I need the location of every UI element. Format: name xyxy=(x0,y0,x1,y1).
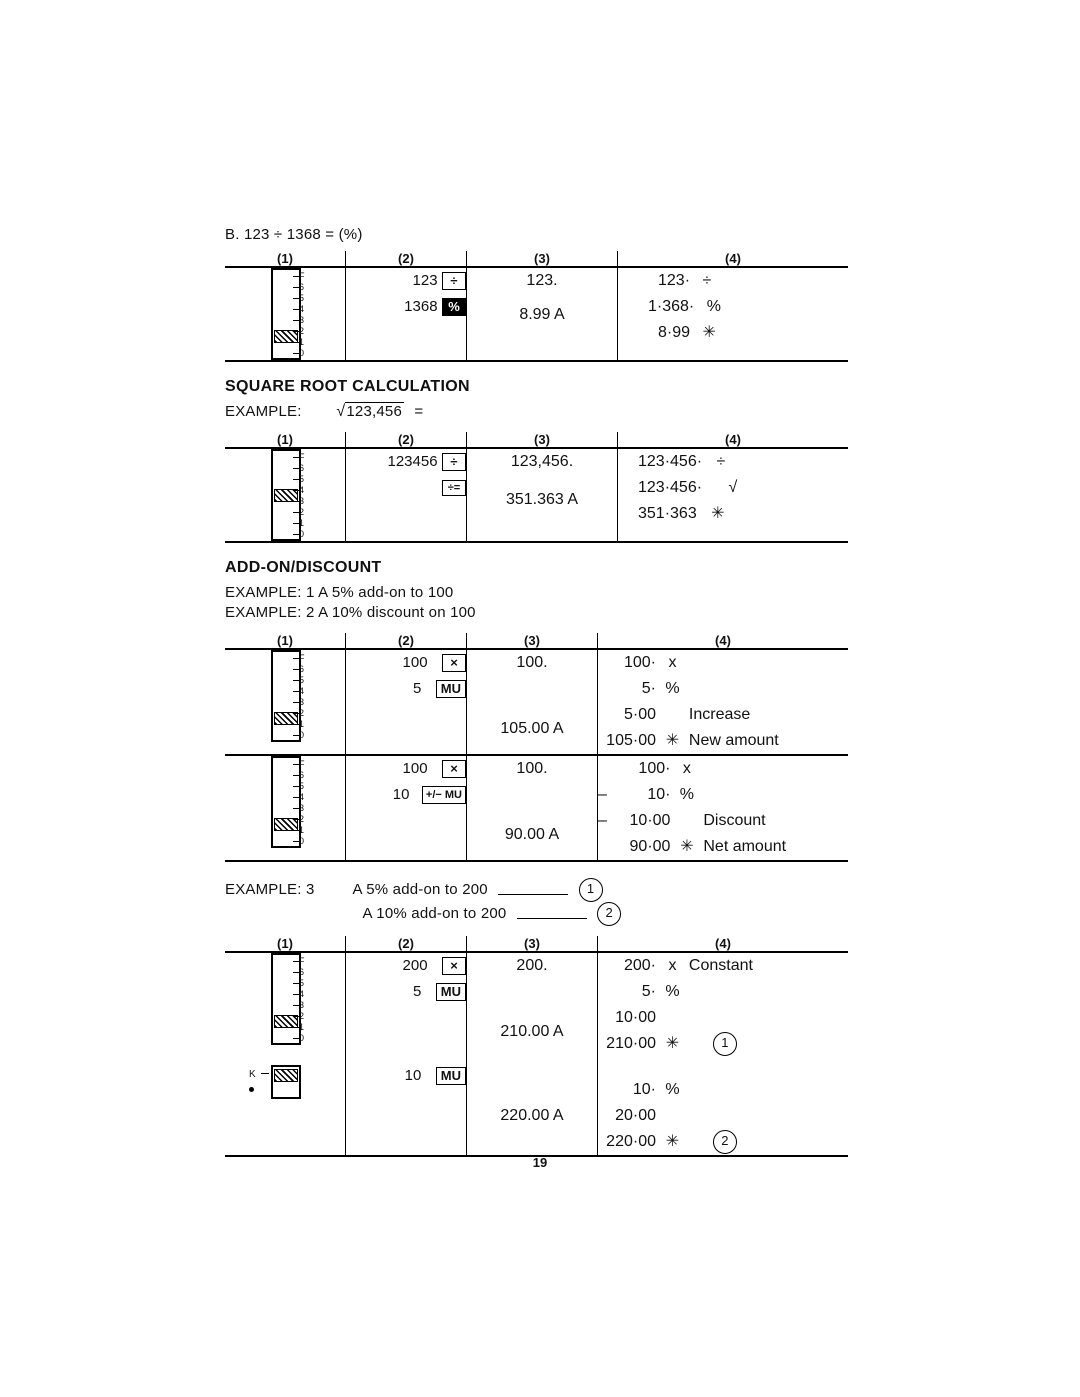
switch-tick: 3 xyxy=(299,496,305,506)
keystroke-number: 123456 xyxy=(387,453,438,470)
add-on-example-1: EXAMPLE: 1 A 5% add-on to 100 xyxy=(225,584,454,601)
display-spacer xyxy=(467,676,597,716)
display-spacer xyxy=(467,782,597,822)
switch-tick: F xyxy=(299,271,305,281)
col-header-1: (1) xyxy=(277,432,293,447)
percent-key: % xyxy=(442,298,466,316)
printout-cell xyxy=(618,448,849,542)
col-header-3: (3) xyxy=(467,432,618,448)
switch-tick: 4 xyxy=(299,792,305,802)
printout-cell xyxy=(598,649,849,755)
printout-symbol: ÷ xyxy=(716,453,726,470)
keystroke-line xyxy=(346,449,466,475)
switch-cell xyxy=(225,267,346,361)
switch-tick: 2 xyxy=(299,708,305,718)
switch-tick: 1 xyxy=(299,518,305,528)
keystroke-number: 5 xyxy=(412,680,422,697)
switch-tick: 6 xyxy=(299,664,305,674)
switch-tick: 0 xyxy=(299,836,305,846)
constant-switch-dot xyxy=(249,1087,254,1092)
printout-value: 10·00 xyxy=(629,812,671,829)
switch-tick: F xyxy=(299,956,305,966)
square-root-example-line xyxy=(225,402,845,422)
keystroke-number: 100 xyxy=(402,654,428,671)
switch-tick: 0 xyxy=(299,529,305,539)
printout-symbol: % xyxy=(665,983,680,1000)
printout-line xyxy=(598,1031,848,1057)
table-row xyxy=(225,755,848,861)
multiply-key: × xyxy=(442,760,466,778)
printout-line xyxy=(618,320,848,346)
example3-label: EXAMPLE: 3 xyxy=(225,880,315,898)
display-spacer xyxy=(467,1045,597,1103)
col-header-2: (2) xyxy=(346,936,467,952)
display-line: 8.99 A xyxy=(519,306,565,323)
switch-tick: 5 xyxy=(299,978,305,988)
mode-switch-graphic xyxy=(271,268,305,360)
printout-note: Increase xyxy=(688,706,751,723)
divide-equals-key: ÷= xyxy=(442,480,466,496)
col-header-1: (1) xyxy=(277,936,293,951)
display-line: 123,456. xyxy=(510,453,574,470)
printout-value: 220·00 xyxy=(606,1133,656,1150)
mode-switch-graphic xyxy=(271,449,305,541)
display-cell xyxy=(467,952,598,1156)
printout-line xyxy=(598,834,848,860)
switch-cell xyxy=(225,755,346,861)
table-row xyxy=(225,448,848,542)
percent-lead-line: B. 123 ÷ 1368 = (%) xyxy=(225,226,363,243)
printout-symbol: x xyxy=(682,760,691,777)
switch-tick: 4 xyxy=(299,304,305,314)
printout-sign: – xyxy=(598,786,607,803)
printout-note: New amount xyxy=(688,732,779,749)
printout-line xyxy=(598,1005,848,1031)
radicand: 123,456 xyxy=(346,403,402,420)
switch-tick: 4 xyxy=(299,686,305,696)
keystroke-line xyxy=(346,979,466,1005)
printout-value: 351·363 xyxy=(638,505,697,522)
table-row xyxy=(225,952,848,1156)
plus-minus-markup-key: +/− MU xyxy=(422,786,466,804)
switch-ticks xyxy=(299,270,339,358)
printout-line xyxy=(598,808,848,834)
display-cell xyxy=(467,649,598,755)
keystroke-line xyxy=(346,268,466,294)
printout-value: 90·00 xyxy=(629,838,671,855)
leader-line xyxy=(517,909,587,919)
switch-tick: 3 xyxy=(299,803,305,813)
col-header-4: (4) xyxy=(618,432,849,448)
display-line: 100. xyxy=(516,760,548,777)
keystroke-number: 100 xyxy=(402,760,428,777)
add-on-discount-heading: ADD-ON/DISCOUNT xyxy=(225,559,382,576)
example3-line-1 xyxy=(225,878,845,902)
keystroke-number: 200 xyxy=(402,957,428,974)
switch-cell xyxy=(225,448,346,542)
display-line: 210.00 A xyxy=(500,1023,564,1040)
printout-line xyxy=(618,475,848,501)
printout-line xyxy=(618,268,848,294)
display-line: 123. xyxy=(526,272,558,289)
printout-symbol: % xyxy=(665,1081,680,1098)
keystroke-number: 5 xyxy=(412,983,422,1000)
col-header-1: (1) xyxy=(277,251,293,266)
callout-circle-1: 1 xyxy=(713,1032,737,1056)
square-root-heading: SQUARE ROOT CALCULATION xyxy=(225,378,470,395)
example-label: EXAMPLE: xyxy=(225,403,302,420)
printout-value: 200· xyxy=(623,957,656,974)
switch-tick: 6 xyxy=(299,770,305,780)
switch-tick: 5 xyxy=(299,293,305,303)
printout-cell xyxy=(598,952,849,1156)
add-on-example-2: EXAMPLE: 2 A 10% discount on 100 xyxy=(225,604,476,621)
keystroke-line xyxy=(346,650,466,676)
printout-note: Net amount xyxy=(703,838,787,855)
col-header-1: (1) xyxy=(277,633,293,648)
switch-tick: 1 xyxy=(299,337,305,347)
printout-note: Constant xyxy=(688,957,753,974)
col-header-4: (4) xyxy=(618,251,849,267)
switch-ticks xyxy=(299,955,339,1043)
printout-line xyxy=(598,756,848,782)
percent-table xyxy=(225,251,848,362)
switch-tick: 5 xyxy=(299,781,305,791)
switch-tick: 1 xyxy=(299,825,305,835)
keystroke-line xyxy=(346,782,466,808)
multiply-key: × xyxy=(442,957,466,975)
switch-tick: 6 xyxy=(299,463,305,473)
display-spacer xyxy=(467,294,617,302)
printout-symbol: ✳ xyxy=(665,732,680,749)
add-on-discount-table xyxy=(225,633,848,862)
printout-line xyxy=(598,676,848,702)
constant-switch-lead xyxy=(261,1073,269,1074)
switch-tick: 2 xyxy=(299,1011,305,1021)
keystroke-line xyxy=(346,294,466,320)
printout-symbol: ÷ xyxy=(702,272,712,289)
printout-line xyxy=(598,702,848,728)
printout-sign: – xyxy=(598,812,607,829)
printout-value: 8·99 xyxy=(658,324,691,341)
switch-tick: 5 xyxy=(299,474,305,484)
markup-key: MU xyxy=(436,983,466,1001)
printout-value: 100· xyxy=(623,654,656,671)
table-row xyxy=(225,649,848,755)
mode-switch-graphic xyxy=(271,953,305,1045)
printout-cell xyxy=(618,267,849,361)
markup-key: MU xyxy=(436,680,466,698)
switch-tick: 4 xyxy=(299,989,305,999)
keystroke-line xyxy=(346,676,466,702)
printout-value: 10·00 xyxy=(615,1009,656,1026)
switch-cell xyxy=(225,952,346,1156)
display-line: 90.00 A xyxy=(504,826,560,843)
example3-table xyxy=(225,936,848,1157)
keystrokes-cell xyxy=(346,649,467,755)
mode-switch-graphic xyxy=(271,756,305,848)
page-content xyxy=(225,225,845,1157)
switch-tick: 5 xyxy=(299,675,305,685)
table-header-row xyxy=(225,633,848,649)
keystroke-line xyxy=(346,1063,466,1089)
keystroke-line xyxy=(346,953,466,979)
col-header-4: (4) xyxy=(598,633,849,649)
switch-tick: 2 xyxy=(299,814,305,824)
printout-value: 105·00 xyxy=(606,732,656,749)
printout-symbol: ✳ xyxy=(680,838,694,855)
keystrokes-cell xyxy=(346,755,467,861)
printout-line xyxy=(618,449,848,475)
keystrokes-cell xyxy=(346,448,467,542)
example3-text-2: A 10% add-on to 200 xyxy=(362,904,507,922)
switch-tick: 6 xyxy=(299,282,305,292)
printout-line xyxy=(618,294,848,320)
switch-tick: F xyxy=(299,653,305,663)
switch-tick: 0 xyxy=(299,1033,305,1043)
printout-symbol: % xyxy=(706,298,721,315)
keystroke-line xyxy=(346,475,466,501)
table-row xyxy=(225,267,848,361)
display-spacer xyxy=(467,979,597,1019)
switch-tick: F xyxy=(299,759,305,769)
col-header-3: (3) xyxy=(467,936,598,952)
printout-value: 123·456· xyxy=(638,453,703,470)
col-header-2: (2) xyxy=(346,251,467,267)
col-header-2: (2) xyxy=(346,432,467,448)
printout-line xyxy=(598,953,848,979)
printout-symbol: x xyxy=(668,654,677,671)
switch-ticks xyxy=(299,758,339,846)
switch-tick: 4 xyxy=(299,485,305,495)
printout-note: Discount xyxy=(703,812,766,829)
printout-spacer xyxy=(598,1057,848,1077)
printout-value: 100· xyxy=(638,760,671,777)
printout-line xyxy=(598,1129,848,1155)
switch-tick: 2 xyxy=(299,326,305,336)
example3-line-2 xyxy=(225,902,845,926)
col-header-4: (4) xyxy=(598,936,849,952)
switch-ticks xyxy=(299,652,339,740)
keystroke-number: 10 xyxy=(404,1067,422,1084)
printout-symbol: ✳ xyxy=(665,1035,680,1052)
keystroke-number: 10 xyxy=(392,786,410,803)
multiply-key: × xyxy=(442,654,466,672)
printout-value: 123· xyxy=(658,272,691,289)
display-line: 200. xyxy=(516,957,548,974)
switch-knob xyxy=(274,1069,298,1082)
printout-line xyxy=(598,1103,848,1129)
printout-symbol: % xyxy=(679,786,695,803)
switch-tick: F xyxy=(299,452,305,462)
switch-tick: 3 xyxy=(299,315,305,325)
display-line: 351.363 A xyxy=(505,491,579,508)
display-spacer xyxy=(467,475,617,487)
printout-value: 5·00 xyxy=(623,706,656,723)
keystroke-number: 1368 xyxy=(404,298,438,315)
switch-tick: 3 xyxy=(299,697,305,707)
col-header-3: (3) xyxy=(467,251,618,267)
switch-tick: 6 xyxy=(299,967,305,977)
printout-line xyxy=(618,501,848,527)
printout-symbol: % xyxy=(665,680,680,697)
switch-tick: 1 xyxy=(299,1022,305,1032)
mode-switch-graphic xyxy=(271,650,305,742)
switch-tick: 1 xyxy=(299,719,305,729)
printout-value: 10· xyxy=(632,1081,656,1098)
col-header-2: (2) xyxy=(346,633,467,649)
printout-line xyxy=(598,979,848,1005)
printout-symbol: x xyxy=(668,957,677,974)
printout-line xyxy=(598,728,848,754)
display-line: 105.00 A xyxy=(500,720,564,737)
example3-text-1: A 5% add-on to 200 xyxy=(352,880,488,898)
page-number: 19 xyxy=(532,1155,548,1170)
callout-circle-2: 2 xyxy=(713,1130,737,1154)
switch-tick: 0 xyxy=(299,730,305,740)
display-cell xyxy=(467,267,618,361)
keystroke-number: 123 xyxy=(412,272,438,289)
divide-key: ÷ xyxy=(442,272,466,290)
constant-switch-graphic xyxy=(271,1065,301,1099)
keystrokes-cell xyxy=(346,952,467,1156)
display-line: 220.00 A xyxy=(500,1107,564,1124)
printout-line xyxy=(598,1077,848,1103)
switch-ticks xyxy=(299,451,339,539)
printout-value: 210·00 xyxy=(606,1035,656,1052)
printout-value: 5· xyxy=(641,680,656,697)
keystroke-spacer xyxy=(346,1005,466,1063)
keystroke-line xyxy=(346,756,466,782)
callout-circle-1: 1 xyxy=(579,878,603,902)
printout-symbol: ✳ xyxy=(702,324,716,341)
display-cell xyxy=(467,755,598,861)
square-root-table xyxy=(225,432,848,543)
equals-sign: = xyxy=(414,403,424,420)
printout-value: 5· xyxy=(641,983,656,1000)
printout-value: 10· xyxy=(647,786,671,803)
printout-line xyxy=(598,650,848,676)
switch-tick: 2 xyxy=(299,507,305,517)
printout-symbol: ✳ xyxy=(665,1133,680,1150)
switch-tick: 0 xyxy=(299,348,305,358)
leader-line xyxy=(498,885,568,895)
table-header-row xyxy=(225,936,848,952)
switch-tick: 3 xyxy=(299,1000,305,1010)
printout-value: 20·00 xyxy=(615,1107,656,1124)
printout-symbol: ✳ xyxy=(711,505,725,522)
table-header-row xyxy=(225,432,848,448)
display-cell xyxy=(467,448,618,542)
divide-key: ÷ xyxy=(442,453,466,471)
callout-circle-2: 2 xyxy=(597,902,621,926)
keystrokes-cell xyxy=(346,267,467,361)
constant-switch-wrap xyxy=(225,1063,345,1117)
display-line: 100. xyxy=(516,654,548,671)
constant-switch-label: K xyxy=(249,1069,256,1080)
col-header-3: (3) xyxy=(467,633,598,649)
printout-value: 1·368· xyxy=(648,298,695,315)
printout-value: 123·456· xyxy=(638,479,703,496)
markup-key: MU xyxy=(436,1067,466,1085)
radical-icon: √ xyxy=(336,403,346,420)
radical-icon: √ xyxy=(728,479,738,496)
printout-cell xyxy=(598,755,849,861)
printout-line xyxy=(598,782,848,808)
switch-cell xyxy=(225,649,346,755)
table-header-row xyxy=(225,251,848,267)
